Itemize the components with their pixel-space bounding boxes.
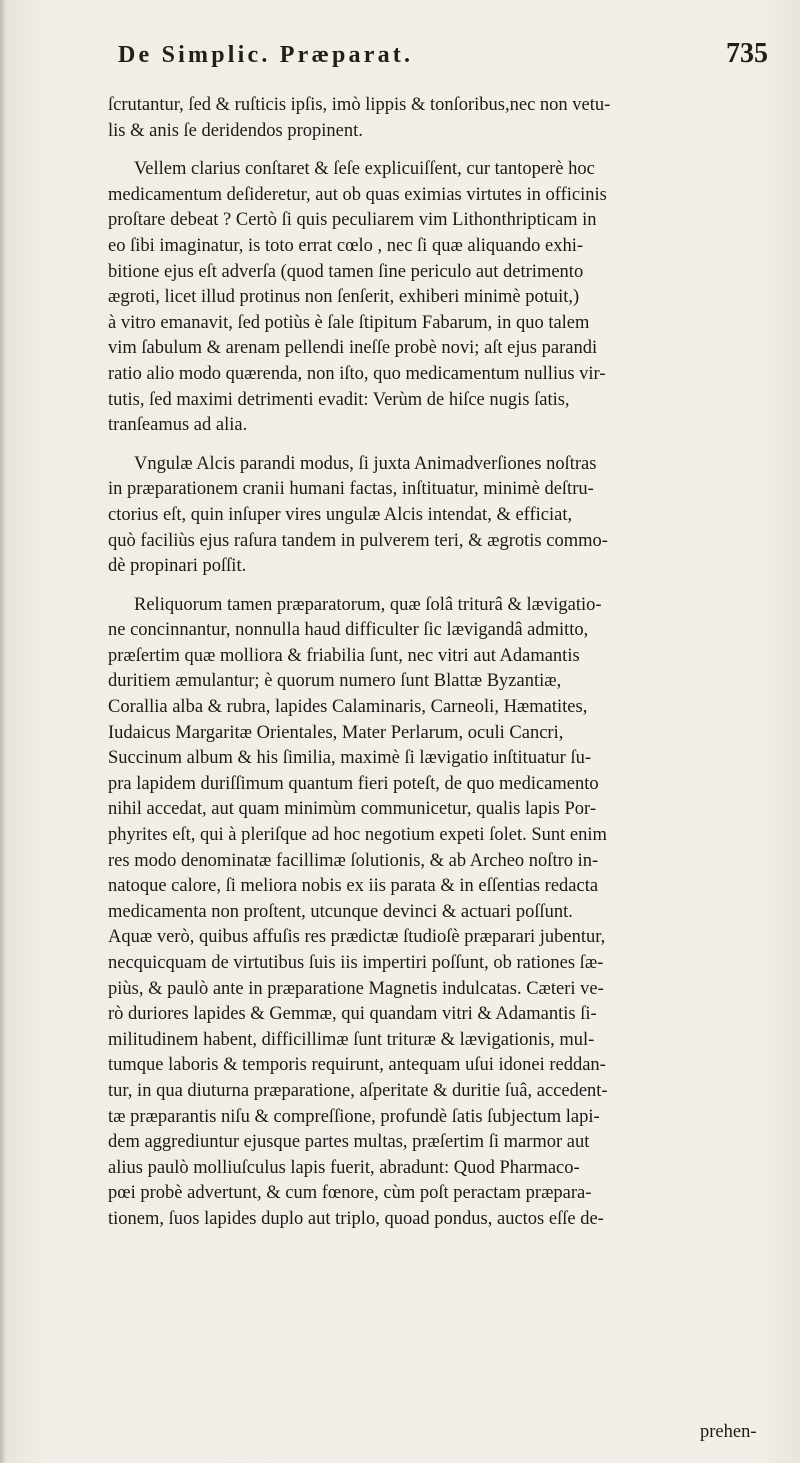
text-line: tumque laboris & temporis requirunt, antequam uſui idonei reddan-: [108, 1055, 606, 1076]
paragraph: [108, 93, 776, 144]
text-line: Reliquorum tamen præparatorum, quæ ſolâ triturâ & lævigatio-: [134, 594, 602, 615]
text-line: ctorius eſt, quin inſuper vires ungulæ Alcis intendat, & efficiat,: [108, 504, 573, 525]
text-line: tutis, ſed maximi detrimenti evadit: Verùm de hiſce nugis ſatis,: [108, 389, 570, 410]
text-line: Vngulæ Alcis parandi modus, ſi juxta Animadverſiones noſtras: [134, 453, 597, 474]
text-line: medicamenta non proſtent, utcunque devinci & actuari poſſunt.: [108, 901, 573, 922]
text-line: rò duriores lapides & Gemmæ, qui quandam vitri & Adamantis ſi-: [108, 1004, 597, 1025]
text-line: phyrites eſt, qui à pleriſque ad hoc negotium expeti ſolet. Sunt enim: [108, 825, 607, 846]
text-line: tionem, ſuos lapides duplo aut triplo, quoad pondus, auctos eſſe de-: [108, 1208, 604, 1229]
text-line: bitione ejus eſt adverſa (quod tamen ſine periculo aut detrimento: [108, 261, 584, 282]
text-line: ratio alio modo quærenda, non iſto, quo medicamentum nullius vir-: [108, 363, 606, 384]
paragraph: [108, 157, 776, 439]
text-line: pra lapidem duriſſimum quantum fieri poteſt, de quo medicamento: [108, 773, 599, 794]
text-line: militudinem habent, difficillimæ ſunt trituræ & lævigationis, mul-: [108, 1029, 595, 1050]
text-line: medicamentum deſideretur, aut ob quas eximias virtutes in officinis: [108, 184, 607, 205]
text-line: necquicquam de virtutibus ſuis iis impertiri poſſunt, ob rationes ſæ-: [108, 953, 604, 973]
text-line: Succinum album & his ſimilia, maximè ſi lævigatio inſtituatur ſu-: [108, 748, 592, 769]
text-line: Vellem clarius conſtaret & ſeſe explicuiſſent, cur tantoperè hoc: [134, 159, 595, 180]
text-line: ne concinnantur, nonnulla haud difficulter ſic lævigandâ admitto,: [108, 620, 589, 641]
text-line: lis & anis ſe deridendos propinent.: [108, 120, 363, 141]
text-line: dem aggrediuntur ejusque partes multas, præſertim ſi marmor aut: [108, 1132, 590, 1153]
text-line: ægroti, licet illud protinus non ſenſerit, exhiberi minimè potuit,): [108, 287, 580, 308]
text-line: pœi probè advertunt, & cum fœnore, cùm poſt peractam præpara-: [108, 1183, 592, 1204]
text-line: natoque calore, ſi meliora nobis ex iis parata & in eſſentias redacta: [108, 876, 599, 897]
paragraph: [108, 593, 776, 1233]
text-line: eo ſibi imaginatur, is toto errat cœlo , nec ſi quæ aliquando exhi-: [108, 235, 584, 256]
text-line: à vitro emanavit, ſed potiùs è ſale ſtipitum Fabarum, in quo talem: [108, 312, 590, 333]
text-line: proſtare debeat ? Certò ſi quis peculiarem vim Lithonthripticam in: [108, 210, 597, 231]
text-line: quò faciliùs ejus raſura tandem in pulverem teri, & ægrotis commo-: [108, 530, 608, 551]
text-line: res modo denominatæ facillimæ ſolutionis, & ab Archeo noſtro in-: [108, 850, 599, 871]
catchword: prehen-: [700, 1422, 757, 1442]
text-line: tæ præparantis niſu & compreſſione, profundè ſatis ſubjectum lapi-: [108, 1106, 600, 1127]
text-line: Iudaicus Margaritæ Orientales, Mater Perlarum, oculi Cancri,: [108, 722, 564, 743]
paragraph-gap: [108, 580, 776, 593]
text-line: duritiem æmulantur; è quorum numero ſunt Blattæ Byzantiæ,: [108, 671, 562, 692]
page-header: [80, 38, 770, 86]
running-title: De Simplic. Præparat.: [118, 42, 414, 68]
paragraph-gap: [108, 439, 776, 452]
text-line: præſertim quæ molliora & friabilia ſunt, nec vitri aut Adamantis: [108, 645, 580, 666]
text-line: tranſeamus ad alia.: [108, 415, 248, 436]
text-line: in præparationem cranii humani factas, inſtituatur, minimè deſtru-: [108, 479, 594, 500]
text-line: alius paulò molliuſculus lapis fuerit, abradunt: Quod Pharmaco-: [108, 1157, 580, 1178]
text-line: ſcrutantur, ſed & ruſticis ipſis, imò lippis & tonſoribus,nec non vetu-: [108, 95, 611, 115]
paragraph: [108, 452, 776, 580]
text-line: tur, in qua diuturna præparatione, aſperitate & duritie ſuâ, accedent-: [108, 1080, 608, 1101]
text-line: Corallia alba & rubra, lapides Calaminaris, Carneoli, Hæmatites,: [108, 697, 588, 718]
text-line: Aquæ verò, quibus affuſis res prædictæ ſtudioſè præparari jubentur,: [108, 927, 606, 948]
text-line: nihil accedat, aut quam minimùm communicetur, qualis lapis Por-: [108, 799, 597, 820]
body-text: [108, 93, 776, 1233]
page-number: 735: [726, 38, 768, 69]
text-line: dè propinari poſſit.: [108, 556, 247, 577]
paragraph-gap: [108, 144, 776, 157]
text-line: piùs, & paulò ante in præparatione Magnetis indulcatas. Cæteri ve-: [108, 978, 604, 999]
page-gutter-shadow: [0, 0, 6, 1463]
text-line: vim ſabulum & arenam pellendi ineſſe probè novi; aſt ejus parandi: [108, 338, 598, 359]
